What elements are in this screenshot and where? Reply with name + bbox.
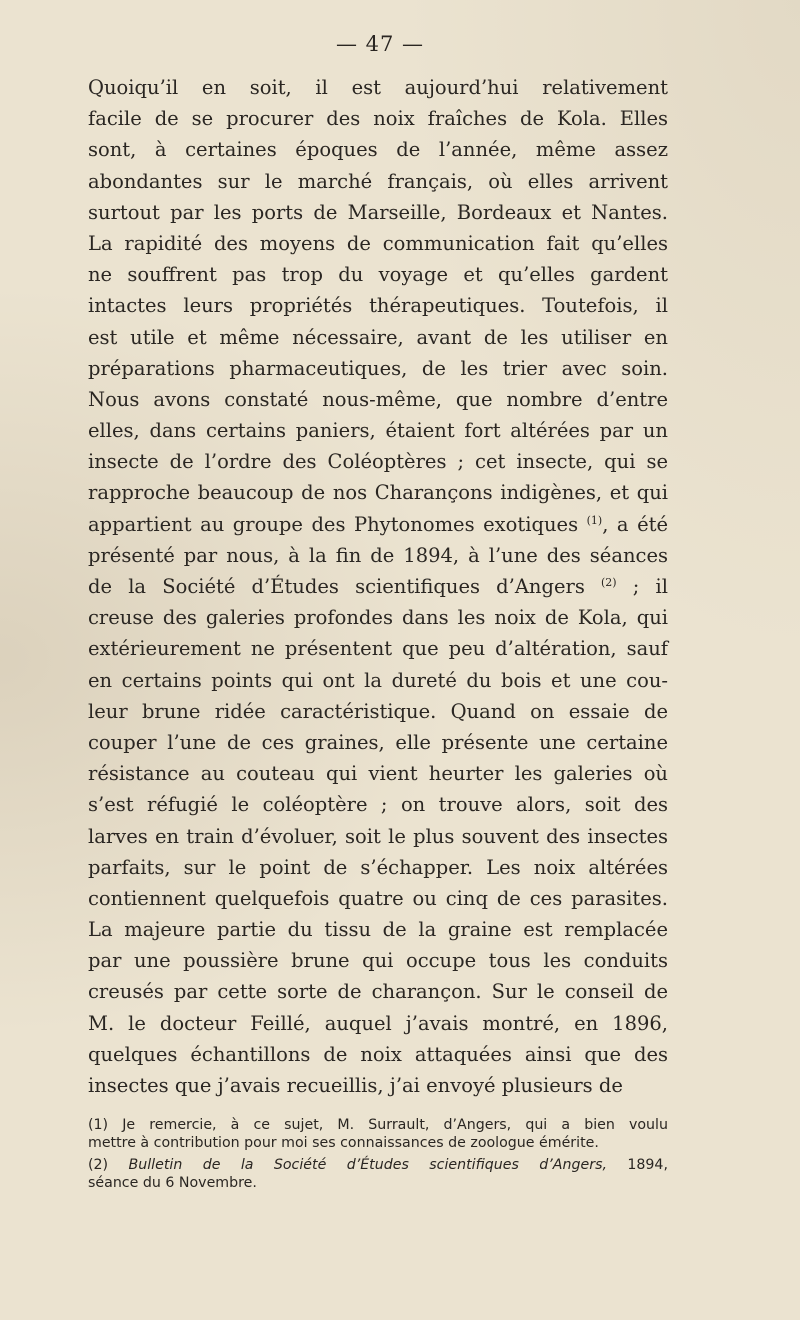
footnote-2-line-2: séance du 6 Novembre. — [88, 1175, 257, 1191]
text-line — [88, 571, 668, 602]
text-line: résistance au couteau qui vient heurter les galeries où — [88, 762, 668, 786]
footnote-1-line-1: (1) Je remercie, à ce sujet, M. Surrault, d’Angers, qui a bien voulu — [88, 1117, 668, 1133]
text-line: en certains points qui ont la dureté du bois et une cou- — [88, 668, 668, 692]
text-line: sont, à certaines époques de l’année, même assez — [88, 138, 668, 162]
footnotes — [88, 1116, 668, 1192]
text-line: intactes leurs propriétés thérapeutiques. Toutefois, il — [88, 294, 668, 318]
text-line: insectes que j’avais recueillis, j’ai envoyé plusieurs de — [88, 1074, 623, 1097]
text-line: présenté par nous, à la fin de 1894, à l’une des séances — [88, 543, 668, 567]
footnote-1-line-2: mettre à contribution pour moi ses connaissances de zoologue émérite. — [88, 1135, 599, 1151]
footnote-2-title: Bulletin de la Société d’Études scientifiques d’Angers, — [128, 1157, 607, 1173]
text-line: La rapidité des moyens de communication fait qu’elles — [88, 231, 668, 255]
text-line: extérieurement ne présentent que peu d’altération, sauf — [88, 637, 668, 661]
footnote-2-marker: (2) — [88, 1157, 109, 1173]
text-line: Quoiqu’il en soit, il est aujourd’hui relativement — [88, 76, 668, 99]
text-line: parfaits, sur le point de s’échapper. Les noix altérées — [88, 855, 668, 879]
text-line: contiennent quelquefois quatre ou cinq de ces parasites. — [88, 886, 668, 910]
footnote-2-line-1 — [88, 1156, 668, 1174]
text-line: Nous avons constaté nous-même, que nombre d’entre — [88, 387, 668, 411]
text-line: leur brune ridée caractéristique. Quand on essaie de — [88, 699, 668, 723]
text-fragment: ; il — [616, 575, 668, 598]
text-line: rapproche beaucoup de nos Charançons indigènes, et qui — [88, 481, 668, 505]
text-line: s’est réfugié le coléoptère ; on trouve alors, soit des — [88, 793, 668, 817]
text-line: quelques échantillons de noix attaquées ainsi que des — [88, 1042, 668, 1066]
text-line: couper l’une de ces graines, elle présente une certaine — [88, 730, 668, 754]
text-line: creusés par cette sorte de charançon. Sur le conseil de — [88, 980, 668, 1004]
text-line: abondantes sur le marché français, où elles arrivent — [88, 169, 668, 193]
text-line: La majeure partie du tissu de la graine est remplacée — [88, 918, 668, 942]
text-fragment: appartient au groupe des Phytonomes exotiques — [88, 512, 587, 536]
body-text — [88, 72, 668, 1101]
text-line: larves en train d’évoluer, soit le plus souvent des insectes — [88, 824, 668, 848]
text-fragment: de la Société d’Études scientifiques d’Angers — [88, 575, 602, 598]
footnote-reference: (1) — [586, 513, 603, 527]
text-line: elles, dans certains paniers, étaient fort altérées par un — [88, 419, 668, 443]
footnote-2-year: 1894, — [606, 1157, 668, 1173]
text-line — [88, 509, 668, 540]
text-line: est utile et même nécessaire, avant de les utiliser en — [88, 325, 668, 349]
text-line: insecte de l’ordre des Coléoptères ; cet insecte, qui se — [88, 450, 668, 474]
text-line: M. le docteur Feillé, auquel j’avais montré, en 1896, — [88, 1011, 668, 1035]
text-line: surtout par les ports de Marseille, Bordeaux et Nantes. — [88, 200, 668, 224]
footnote-reference: (2) — [601, 576, 617, 589]
text-line: ne souffrent pas trop du voyage et qu’elles gardent — [88, 263, 668, 287]
text-line: creuse des galeries profondes dans les noix de Kola, qui — [88, 606, 668, 630]
text-line: facile de se procurer des noix fraîches de Kola. Elles — [88, 107, 668, 131]
text-line: préparations pharmaceutiques, de les trier avec soin. — [88, 356, 668, 380]
text-fragment: , a été — [602, 512, 669, 536]
text-line: par une poussière brune qui occupe tous les conduits — [88, 949, 668, 973]
page-number: — 47 — — [335, 32, 425, 56]
